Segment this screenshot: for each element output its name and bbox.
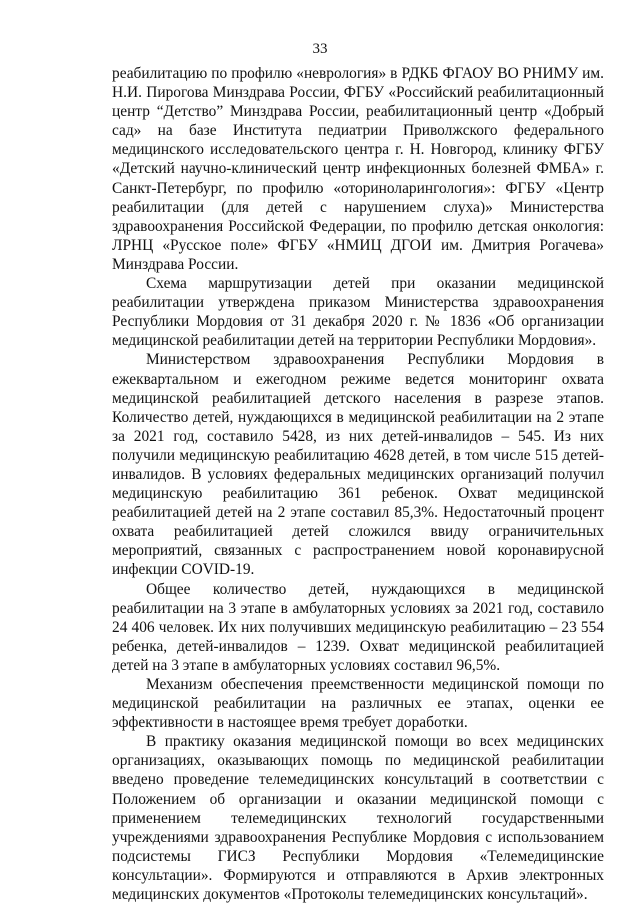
paragraph-routing-scheme: Схема маршрутизации детей при оказании медицинской реабилитации утверждена приказом Министерства здравоохранения Республики Мордовия от 31 декабря 2020 г. № 1836 «Об организации медицинской реабилитации детей на территории Республики Мордовия». (112, 275, 604, 350)
paragraph-stage-3-outpatient: Общее количество детей, нуждающихся в медицинской реабилитации на 3 этапе в амбулаторных условиях за 2021 год, составило 24 406 человек. Их них получивших медицинскую реабилитацию – 23 554 ребенка, детей-инвалидов – 1239. Охват медицинской реабилитацией детей на 3 этапе в амбулаторных условиях составил 96,5%. (112, 580, 604, 674)
document-body (112, 64, 604, 904)
paragraph-continuation: реабилитацию по профилю «неврология» в РДКБ ФГАОУ ВО РНИМУ им. Н.И. Пирогова Минздрава России, ФГБУ «Российский реабилитационный центр “Детство” Минздрава России, реабилитационный центр «Добрый сад» на базе Института педиатрии Приволжского федерального медицинского исследовательского центра г. Н. Новгород, клинику ФГБУ «Детский научно-клинический центр инфекционных болезней ФМБА» г. Санкт-Петербург, по профилю «оториноларингология»: ФГБУ «Центр реабилитации (для детей с нарушением слуха)» Министерства здравоохранения Российской Федерации, по профилю детская онкология: ЛРНЦ «Русское поле» ФГБУ «НМИЦ ДГОИ им. Дмитрия Рогачева» Минздрава России. (112, 65, 604, 273)
paragraph-telemedicine: В практику оказания медицинской помощи во всех медицинских организациях, оказывающих помощь по медицинской реабилитации введено проведение телемедицинских консультаций в соответствии с Положением об организации и оказании медицинской помощи с применением телемедицинских технологий государственными учреждениями здравоохранения Республике Мордовия с использованием подсистемы ГИСЗ Республики Мордовия «Телемедицинские консультации». Формируются и отправляются в Архив электронных медицинских документов «Протоколы телемедицинских консультаций». (112, 733, 604, 904)
paragraph-continuity-mechanism: Механизм обеспечения преемственности медицинской помощи по медицинской реабилитации на различных ее этапах, оценки ее эффективности в настоящее время требует доработки. (112, 676, 604, 732)
page-number: 33 (312, 41, 328, 57)
paragraph-monitoring-stage-2: Министерством здравоохранения Республики Мордовия в ежеквартальном и ежегодном режиме ведется мониторинг охвата медицинской реабилитацией детского населения в разрезе этапов. Количество детей, нуждающихся в медицинской реабилитации на 2 этапе за 2021 год, составило 5428, из них детей-инвалидов – 545. Из них получили медицинскую реабилитацию 4628 детей, в том числе 515 детей-инвалидов. В условиях федеральных медицинских организаций получил медицинскую реабилитацию 361 ребенок. Охват медицинской реабилитацией детей на 2 этапе составил 85,3%. Недостаточный процент охвата реабилитацией детей сложился ввиду ограничительных мероприятий, связанных с распространением новой коронавирусной инфекции COVID-19. (112, 351, 604, 579)
